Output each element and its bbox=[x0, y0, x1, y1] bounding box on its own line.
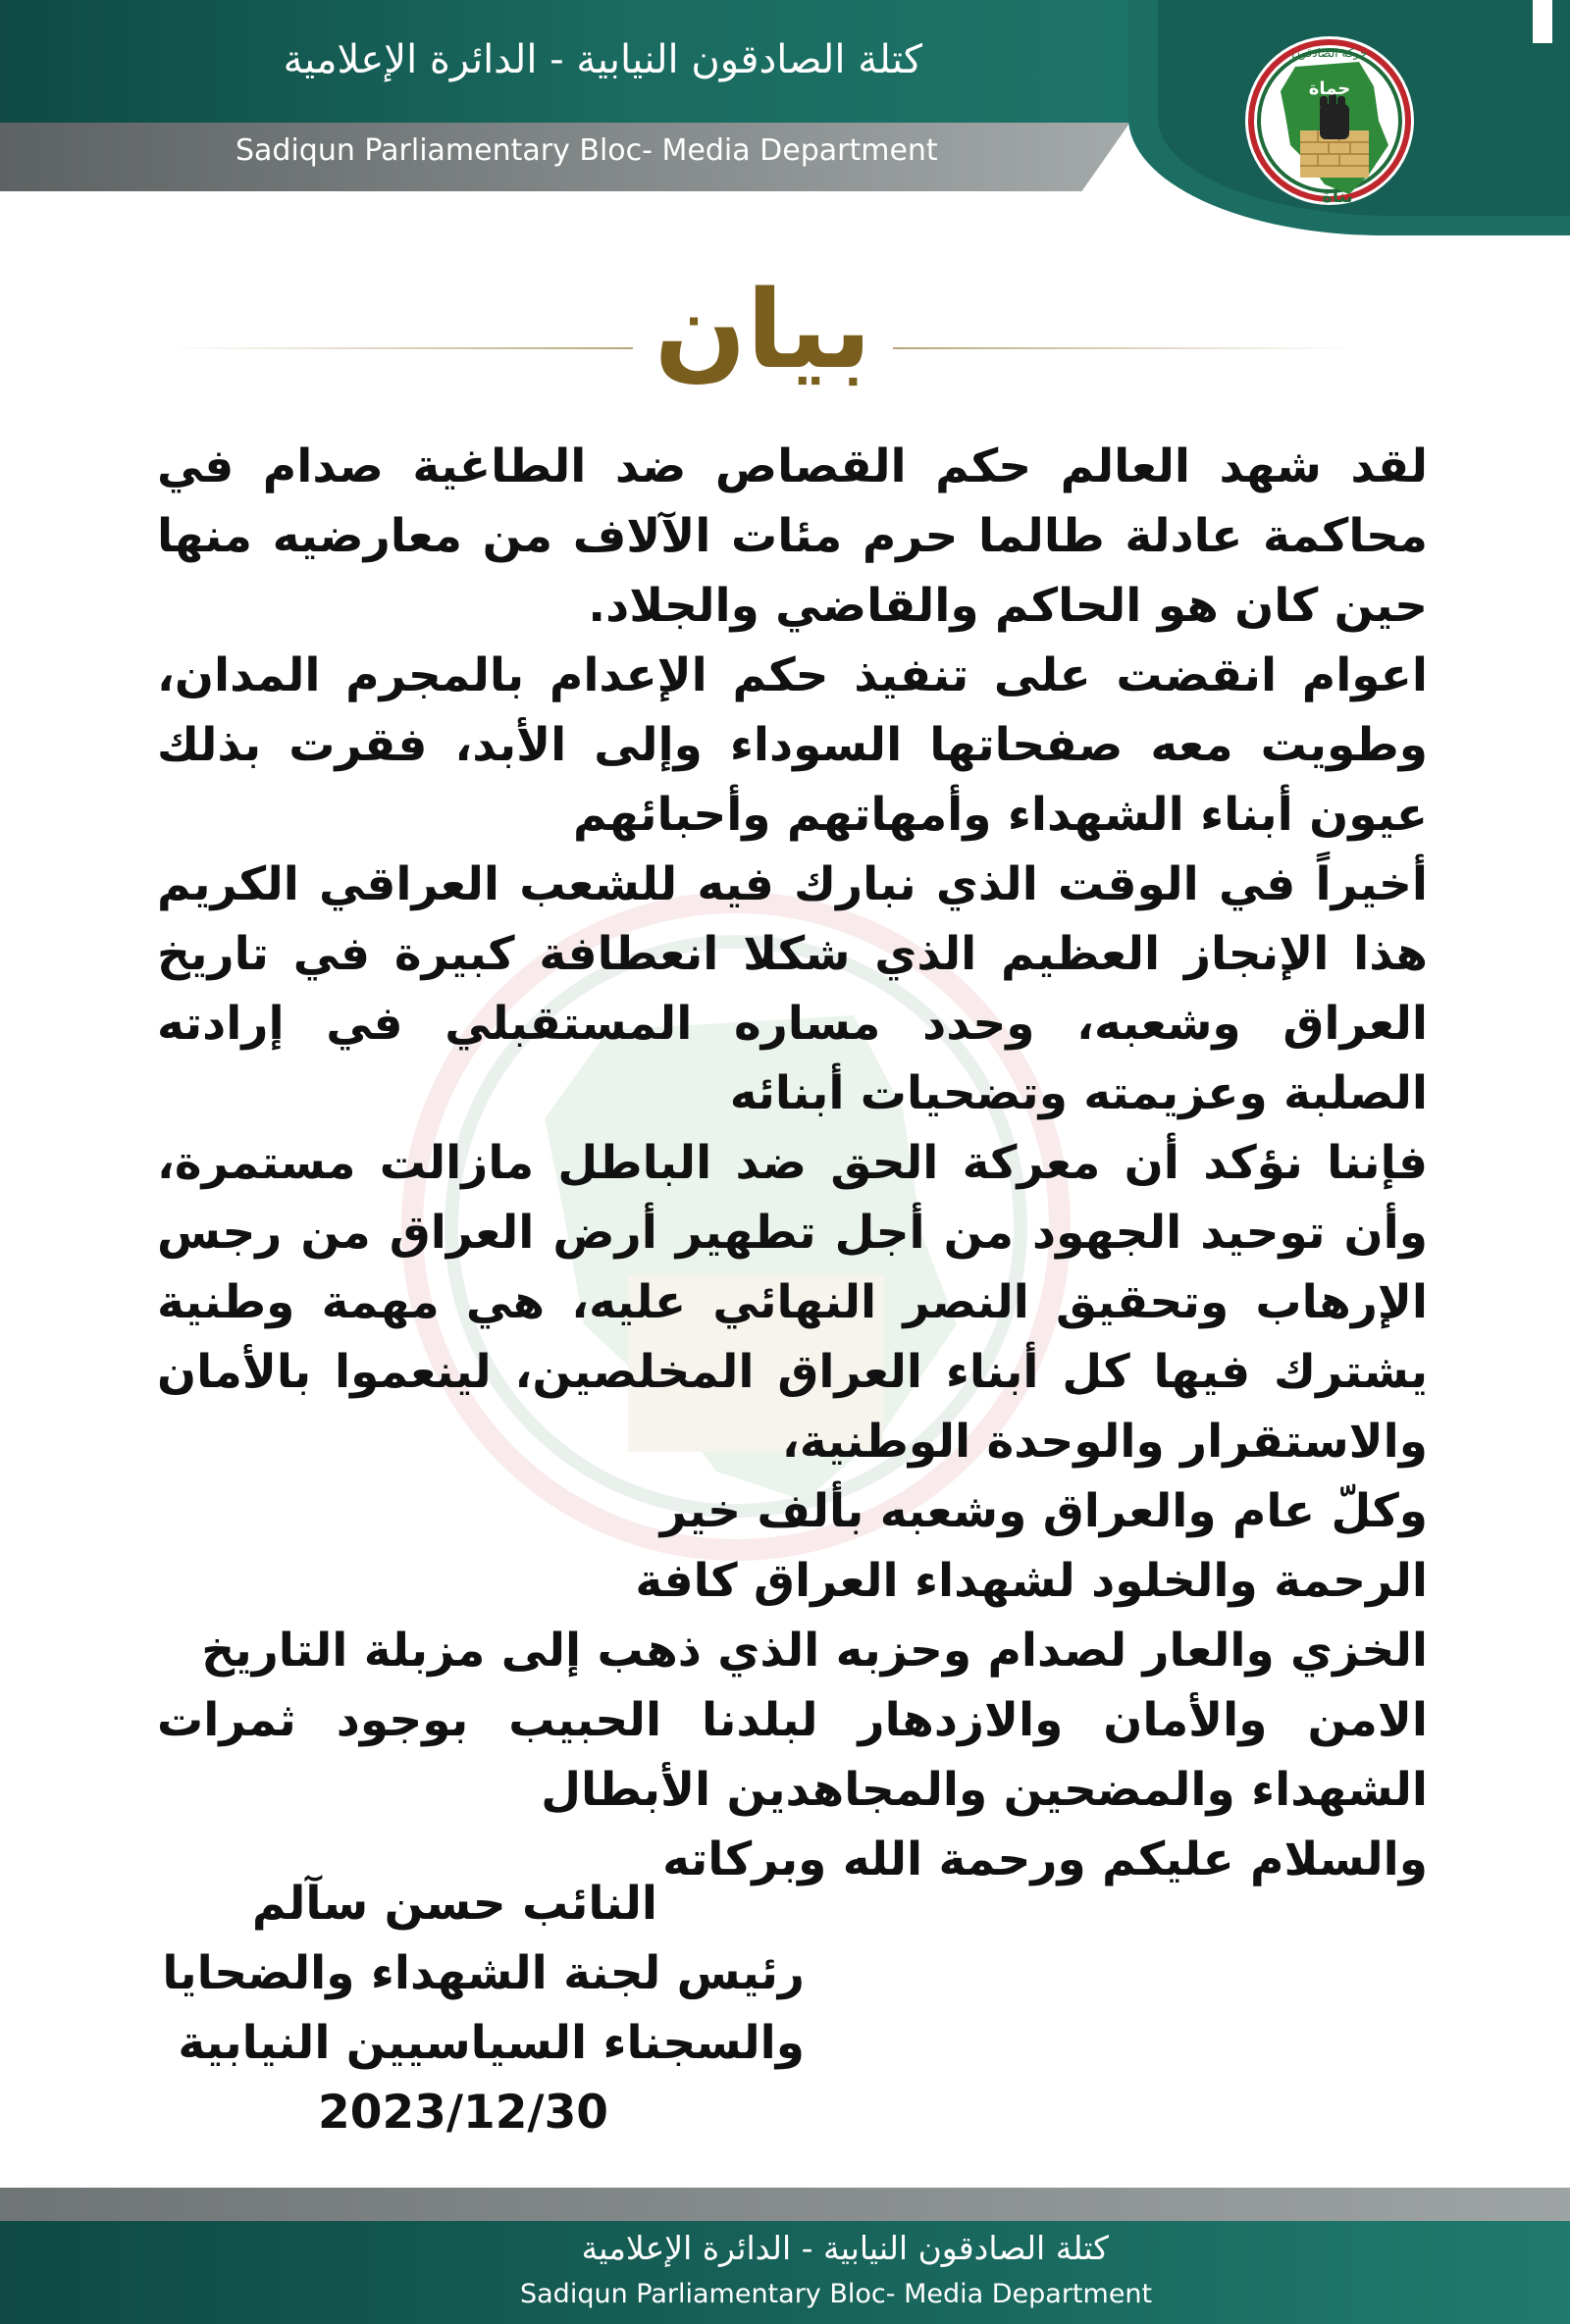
title-section bbox=[0, 267, 1570, 394]
header-title-english: Sadiqun Parliamentary Bloc- Media Department bbox=[236, 133, 938, 168]
corner-bar bbox=[1533, 0, 1552, 43]
signatory-position-line2: والسجناء السياسيين النيابية bbox=[178, 2016, 805, 2070]
page-title: بيان bbox=[654, 267, 872, 392]
footer-grey-band bbox=[0, 2188, 1570, 2221]
header-banner bbox=[0, 0, 1570, 226]
statement-date: 2023/12/30 bbox=[318, 2086, 608, 2140]
title-divider-right bbox=[893, 347, 1354, 349]
footer-title-english: Sadiqun Parliamentary Bloc- Media Department bbox=[520, 2279, 1153, 2309]
logo-text-bottom: بناة bbox=[1322, 186, 1353, 207]
fist-on-map-emblem-icon bbox=[1241, 27, 1418, 224]
footer-banner bbox=[0, 2188, 1570, 2324]
title-divider-left bbox=[172, 347, 633, 349]
paragraph: الخزي والعار لصدام وحزبه الذي ذهب إلى مزبلة التاريخ bbox=[201, 1624, 1428, 1678]
logo-text-top: حركة الصادقون bbox=[1291, 46, 1368, 60]
paragraph: اعوام انقضت على تنفيذ حكم الإعدام بالمجرم المدان، وطويت معه صفحاتها السوداء وإلى الأبد، فقرت بذلك عيون أبناء الشهداء وأمهاتهم وأحبائهم bbox=[157, 648, 1428, 842]
paragraph: لقد شهد العالم حكم القصاص ضد الطاغية صدام في محاكمة عادلة طالما حرم مئات الآلاف من معارضيه منها حين كان هو الحاكم والقاضي والجلاد. bbox=[157, 439, 1428, 633]
paragraph: أخيراً في الوقت الذي نبارك فيه للشعب العراقي الكريم هذا الإنجاز العظيم الذي شكلا انعطافة كبيرة في تاريخ العراق وشعبه، وحدد مساره المستقبلي في إرادته الصلبة وعزيمته وتضحيات أبنائه bbox=[157, 857, 1428, 1120]
signature-block bbox=[147, 1869, 805, 2147]
paragraph: الامن والأمان والازدهار لبلدنا الحبيب بوجود ثمرات الشهداء والمضحين والمجاهدين الأبطال bbox=[157, 1693, 1428, 1817]
statement-body bbox=[157, 432, 1428, 1894]
signatory-position-line1: رئيس لجنة الشهداء والضحايا bbox=[162, 1946, 805, 2000]
paragraph: وكلّ عام والعراق وشعبه بألف خير bbox=[659, 1484, 1428, 1538]
signatory-name: النائب حسن سآلم bbox=[251, 1877, 657, 1931]
logo-text-mid: حماة bbox=[1308, 78, 1351, 99]
header-title-arabic: كتلة الصادقون النيابية - الدائرة الإعلامية bbox=[283, 37, 922, 82]
footer-title-arabic: كتلة الصادقون النيابية - الدائرة الإعلامية bbox=[581, 2229, 1109, 2267]
paragraph: الرحمة والخلود لشهداء العراق كافة bbox=[635, 1554, 1428, 1608]
paragraph: والسلام عليكم ورحمة الله وبركاته bbox=[662, 1833, 1428, 1886]
paragraph: فإننا نؤكد أن معركة الحق ضد الباطل مازالت مستمرة، وأن توحيد الجهود من أجل تطهير أرض العراق من رجس الإرهاب وتحقيق النصر النهائي عليه، هي مهمة وطنية يشترك فيها كل أبناء العراق المخلصين، لينعموا بالأمان والاستقرار والوحدة الوطنية، bbox=[157, 1136, 1428, 1469]
